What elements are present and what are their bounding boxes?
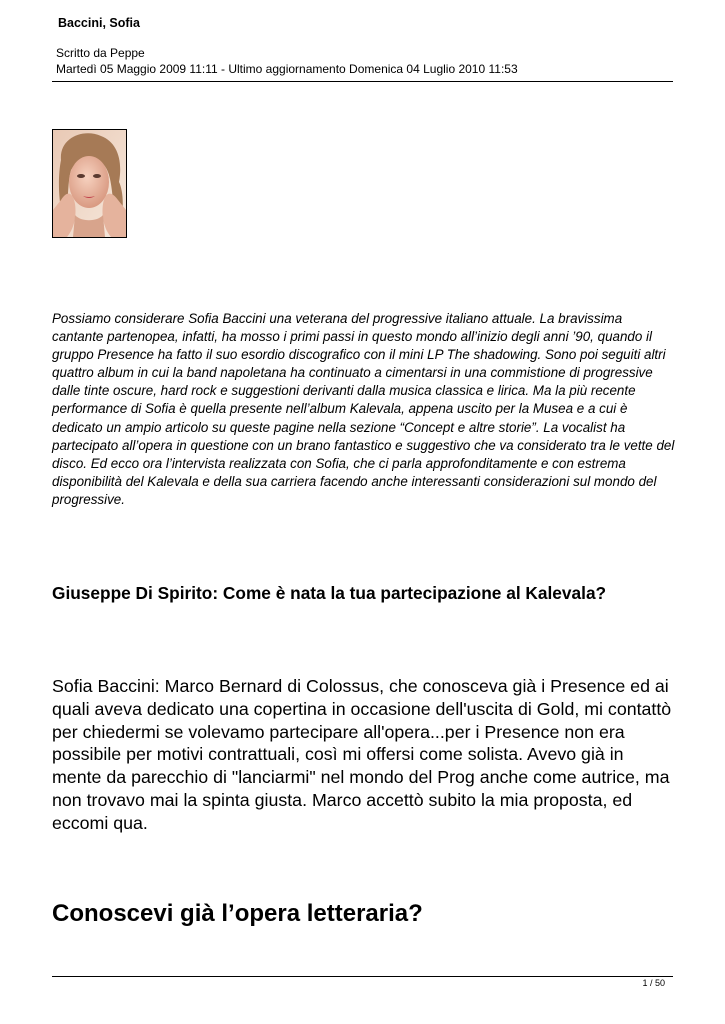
section-heading: Conoscevi già l’opera letteraria? xyxy=(52,900,423,927)
date-line: Martedì 05 Maggio 2009 11:11 - Ultimo aggiornamento Domenica 04 Luglio 2010 11:53 xyxy=(56,62,518,76)
portrait-photo xyxy=(52,129,127,238)
interview-answer: Sofia Baccini: Marco Bernard di Colossus, che conosceva già i Presence ed ai quali aveva dedicato una copertina in occasione dell'uscita di Gold, mi contattò per chiedermi se volevamo partecipare all'opera...per i Presence non era possibile per motivi contrattuali, così mi offersi come solista. Avevo già in mente da parecchio di "lanciarmi" nel mondo del Prog anche come autrice, ma non trovavo mai la spinta giusta. Marco accettò subito la mia proposta, ed eccomi qua. xyxy=(52,676,672,833)
intro-paragraph: Possiamo considerare Sofia Baccini una veterana del progressive italiano attuale. La bravissima cantante partenopea, infatti, ha mosso i primi passi in questo mondo all’inizio degli anni ’90, quando il gruppo Presence ha fatto il suo esordio discografico con il mini LP The shadowing. Sono poi seguiti altri quattro album in cui la band napoletana ha continuato a cimentarsi in una commistione di progressive dalle tinte oscure, hard rock e suggestioni derivanti dalla musica classica e lirica. Ma la più recente performance di Sofia è quella presente nell’album Kalevala, appena uscito per la Musea e a cui è dedicato un ampio articolo su queste pagine nella sezione “Concept e altre storie”. La vocalist ha partecipato all’opera in questione con un brano fantastico e suggestivo che va considerato tra le vette del disco. Ed ecco ora l’intervista realizzata con Sofia, che ci parla approfonditamente e con estrema disponibilità del Kalevala e della sua carriera facendo anche interessanti considerazioni sul mondo del progressive. xyxy=(52,311,675,507)
header-divider xyxy=(52,81,673,82)
footer-divider xyxy=(52,976,673,977)
page-title: Baccini, Sofia xyxy=(58,16,140,30)
author-line: Scritto da Peppe xyxy=(56,46,145,60)
page-number: 1 / 50 xyxy=(642,978,665,988)
interview-question: Giuseppe Di Spirito: Come è nata la tua partecipazione al Kalevala? xyxy=(52,583,607,603)
